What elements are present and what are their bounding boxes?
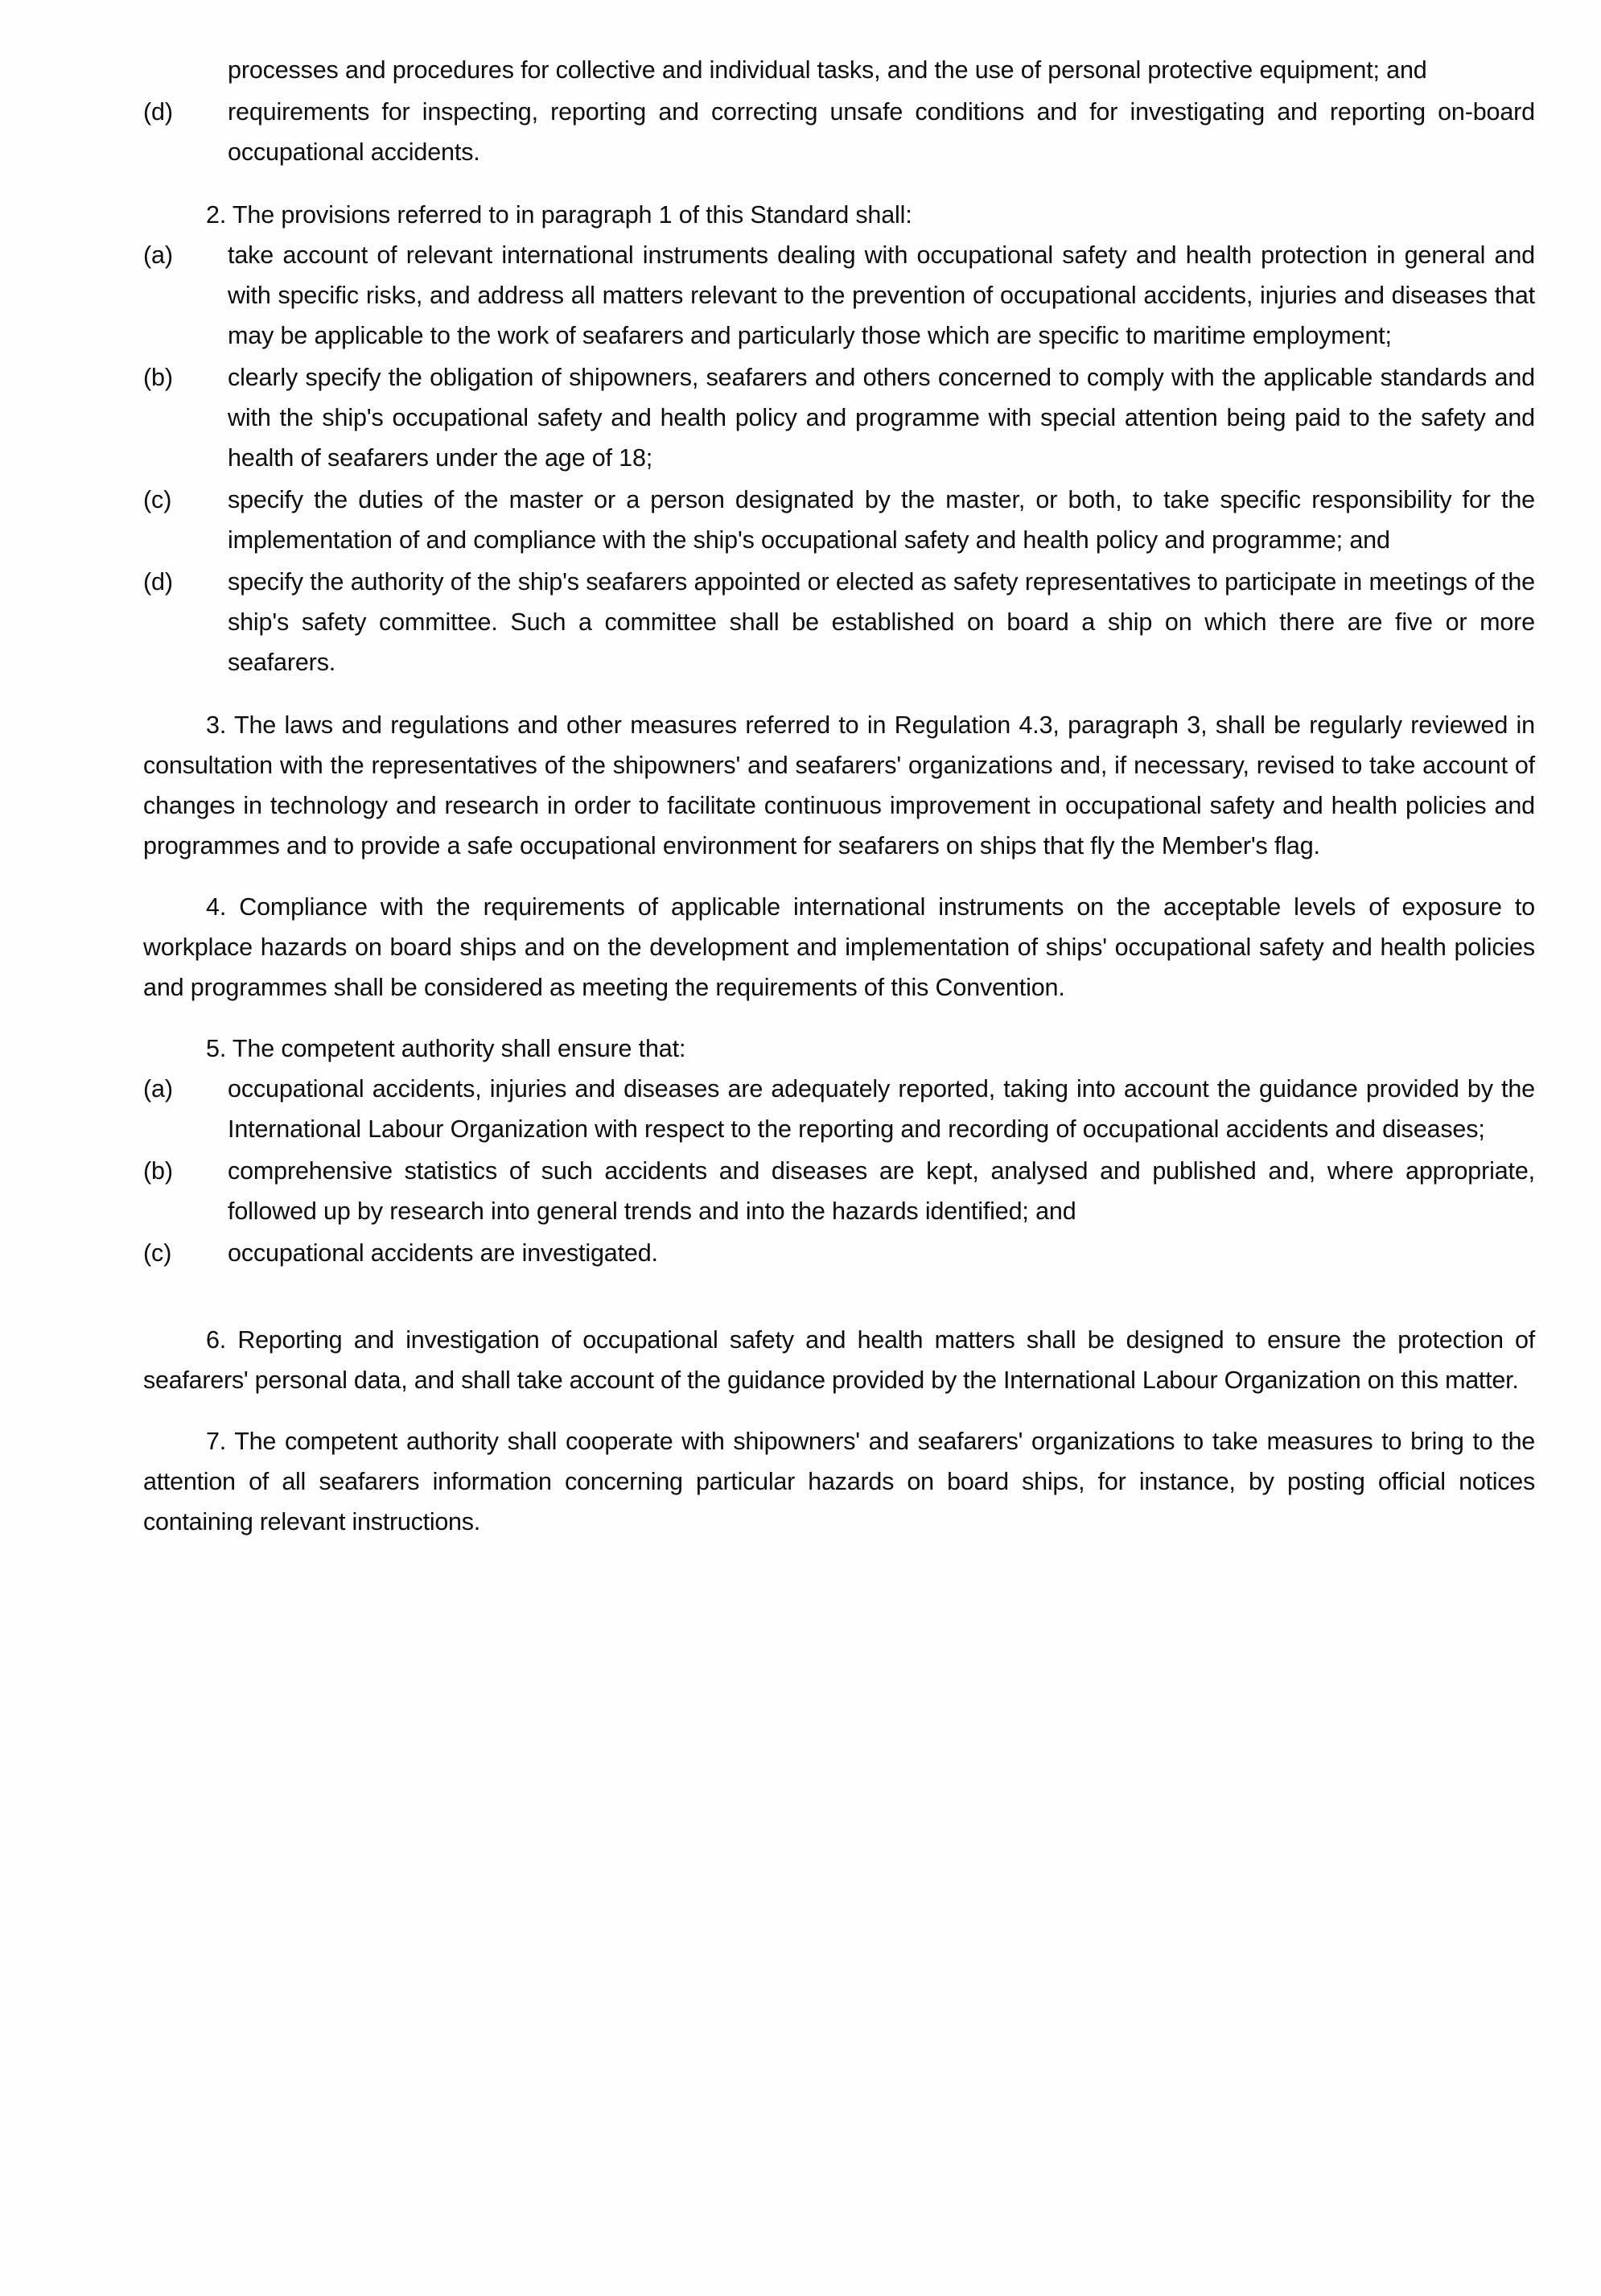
list-marker: (d) [143, 568, 173, 596]
paragraph-2: 2. The provisions referred to in paragraph 1 of this Standard shall: [206, 201, 912, 229]
paragraph-5: 5. The competent authority shall ensure that: [206, 1035, 686, 1062]
list-item-text: requirements for inspecting, reporting and correcting unsafe conditions and for investigating and reporting on-board occupational accidents. [228, 98, 1535, 166]
list-item-text: occupational accidents, injuries and diseases are adequately reported, taking into account the guidance provided by the International Labour Organization with respect to the reporting and recording of occupational accidents and diseases; [228, 1075, 1535, 1143]
list-item-5c [143, 1233, 1535, 1273]
list-item-text: specify the duties of the master or a person designated by the master, or both, to take specific responsibility for the implementation of and compliance with the ship's occupational safety and health policy and programme; and [228, 486, 1535, 554]
list-item-2c [143, 480, 1535, 560]
paragraph-6: 6. Reporting and investigation of occupational safety and health matters shall be designed to ensure the protection of seafarers' personal data, and shall take account of the guidance provided by the International Labour Organization on this matter. [143, 1326, 1535, 1394]
list-item-text: clearly specify the obligation of shipowners, seafarers and others concerned to comply with the applicable standards and with the ship's occupational safety and health policy and programme with special attention being paid to the safety and health of seafarers under the age of 18; [228, 364, 1535, 472]
list-item-5a [143, 1069, 1535, 1149]
list-marker: (b) [143, 364, 173, 391]
list-marker: (a) [143, 241, 173, 269]
paragraph-4: 4. Compliance with the requirements of applicable international instruments on the acceptable levels of exposure to workplace hazards on board ships and on the development and implementation of ships' occupational safety and health policies and programmes shall be considered as meeting the requirements of this Convention. [143, 893, 1535, 1001]
list-item-d-1 [143, 92, 1535, 172]
list-item-5b [143, 1151, 1535, 1231]
paragraph-7: 7. The competent authority shall cooperate with shipowners' and seafarers' organizations to take measures to bring to the attention of all seafarers information concerning particular hazards on board ships, for instance, by posting official notices containing relevant instructions. [143, 1428, 1535, 1535]
list-marker: (b) [143, 1157, 173, 1185]
paragraph-3: 3. The laws and regulations and other measures referred to in Regulation 4.3, paragraph 3, shall be regularly reviewed in consultation with the representatives of the shipowners' and seafarers' organizations and, if necessary, revised to take account of changes in technology and research in order to facilitate continuous improvement in occupational safety and health policies and programmes and to provide a safe occupational environment for seafarers on ships that fly the Member's flag. [143, 711, 1535, 859]
list-marker: (c) [143, 1239, 172, 1267]
list-item-text: specify the authority of the ship's seafarers appointed or elected as safety representatives to participate in meetings of the ship's safety committee. Such a committee shall be established on board a ship on which there are five or more seafarers. [228, 568, 1535, 676]
list-marker: (c) [143, 486, 172, 513]
list-item-2a [143, 235, 1535, 356]
list-item-text: occupational accidents are investigated. [228, 1239, 658, 1267]
document-body [143, 50, 1535, 1542]
paragraph-continuation: processes and procedures for collective and individual tasks, and the use of personal protective equipment; and [228, 56, 1427, 84]
list-item-2d [143, 562, 1535, 682]
list-item-2b [143, 357, 1535, 478]
list-marker: (a) [143, 1075, 173, 1103]
list-item-text: comprehensive statistics of such accidents and diseases are kept, analysed and published and, where appropriate, followed up by research into general trends and into the hazards identified; and [228, 1157, 1535, 1225]
list-marker: (d) [143, 98, 173, 126]
list-item-text: take account of relevant international instruments dealing with occupational safety and health protection in general and with specific risks, and address all matters relevant to the prevention of occupational accidents, injuries and diseases that may be applicable to the work of seafarers and particularly those which are specific to maritime employment; [228, 241, 1535, 349]
